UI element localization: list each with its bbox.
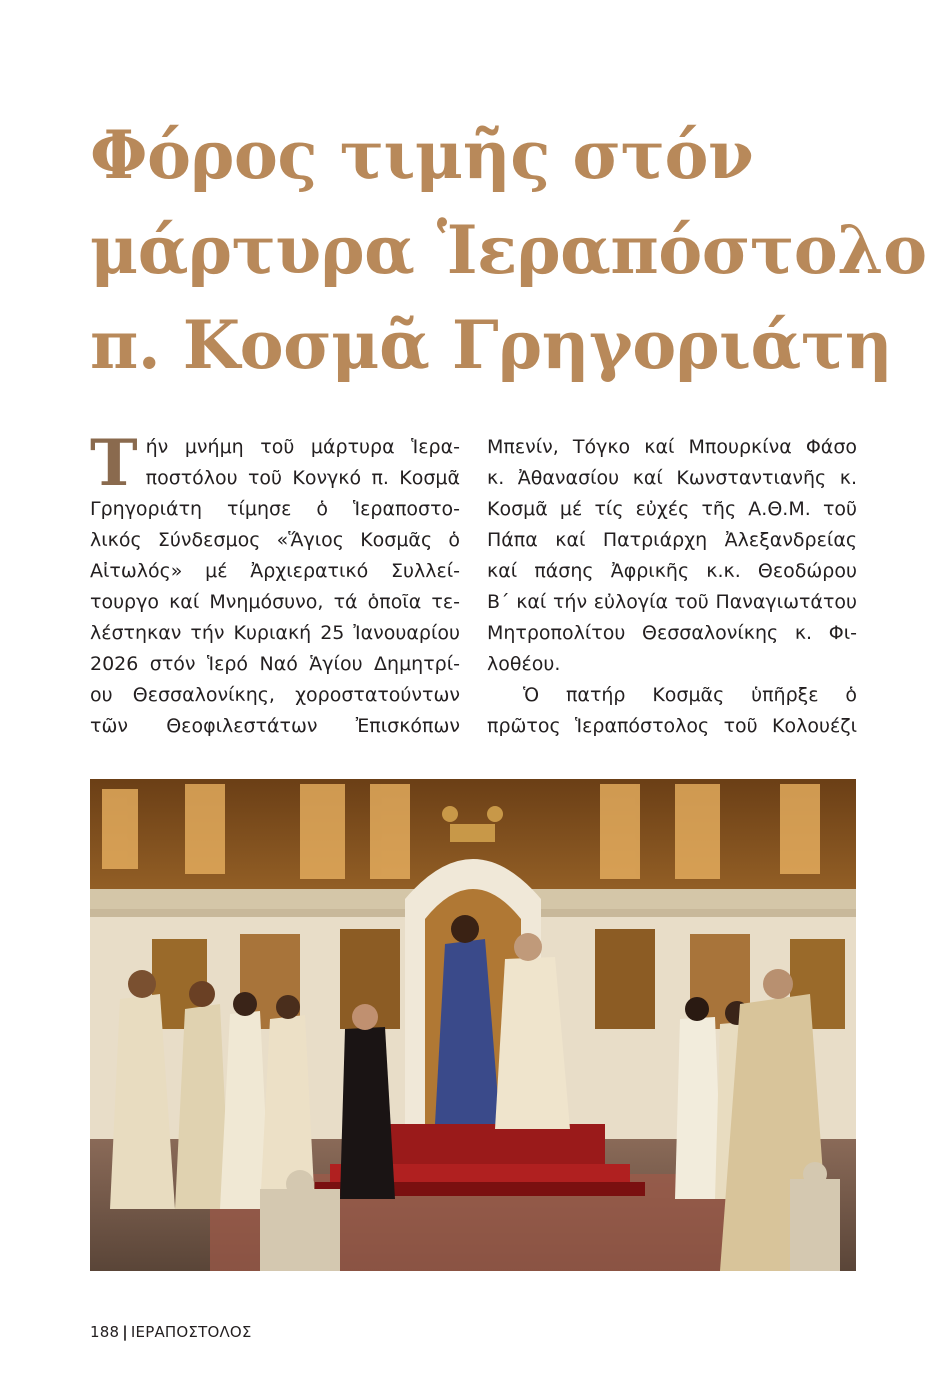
text-line: Μπενίν, Τόγκο καί Μπουρκίνα Φάσο [487, 436, 857, 458]
photo-illustration [90, 779, 856, 1271]
article-title [90, 108, 927, 393]
title-line-2: μάρτυρα Ἱεραπόστολο [90, 211, 927, 289]
article-column-left [90, 426, 460, 742]
text-line: ου Θεσσαλονίκης, χοροστατούντων [90, 684, 460, 706]
title-line-3: π. Κοσμᾶ Γρηγοριάτη [90, 306, 893, 384]
text-line: λικός Σύνδεσμος «Ἅγιος Κοσμᾶς ὁ [90, 529, 460, 551]
text-line: λοθέου. [487, 653, 561, 675]
text-line: Ὁ πατήρ Κοσμᾶς ὑπῆρξε ὁ [523, 684, 857, 706]
text-line: Κοσμᾶ μέ τίς εὐχές τῆς Α.Θ.Μ. τοῦ [487, 498, 857, 520]
text-line: Β΄ καί τήν εὐλογία τοῦ Παναγιωτάτου [487, 591, 857, 613]
church-service-photo [90, 779, 856, 1271]
article-column-right [487, 432, 857, 742]
text-line: Γρηγοριάτη τίμησε ὁ Ἱεραποστο- [90, 498, 460, 520]
text-line: Πάπα καί Πατριάρχη Ἀλεξανδρείας [487, 529, 857, 551]
page-number: 188 [90, 1323, 120, 1341]
text-line: λέστηκαν τήν Κυριακή 25 Ἰανουαρίου [90, 622, 460, 644]
page-footer [90, 1323, 252, 1341]
text-line: τουργο καί Μνημόσυνο, τά ὁποῖα τε- [90, 591, 460, 613]
text-line: κ. Ἀθανασίου καί Κωνσταντιανῆς κ. [487, 467, 857, 489]
footer-separator: | [122, 1323, 128, 1341]
text-line: ποστόλου τοῦ Κονγκό π. Κοσμᾶ [145, 467, 460, 489]
title-line-1: Φόρος τιμῆς στόν [90, 116, 754, 194]
article-paragraph [487, 432, 857, 680]
text-line: πρῶτος Ἱεραπόστολος τοῦ Κολουέζι [487, 715, 857, 737]
text-line: 2026 στόν Ἱερό Ναό Ἁγίου Δημητρί- [90, 653, 460, 675]
drop-cap: Τ [90, 426, 138, 501]
text-line: καί πάσης Ἀφρικῆς κ.κ. Θεοδώρου [487, 560, 857, 582]
article-paragraph [487, 680, 857, 742]
text-line: Αἰτωλός» μέ Ἀρχιερατικό Συλλεί- [90, 560, 460, 582]
article-paragraph [90, 426, 460, 742]
text-line: τῶν Θεοφιλεστάτων Ἐπισκόπων [90, 715, 460, 737]
text-line: Μητροπολίτου Θεσσαλονίκης κ. Φι- [487, 622, 857, 644]
text-line: ήν μνήμη τοῦ μάρτυρα Ἱερα- [145, 436, 460, 458]
magazine-name: ΙΕΡΑΠΟΣΤΟΛΟΣ [130, 1323, 252, 1341]
